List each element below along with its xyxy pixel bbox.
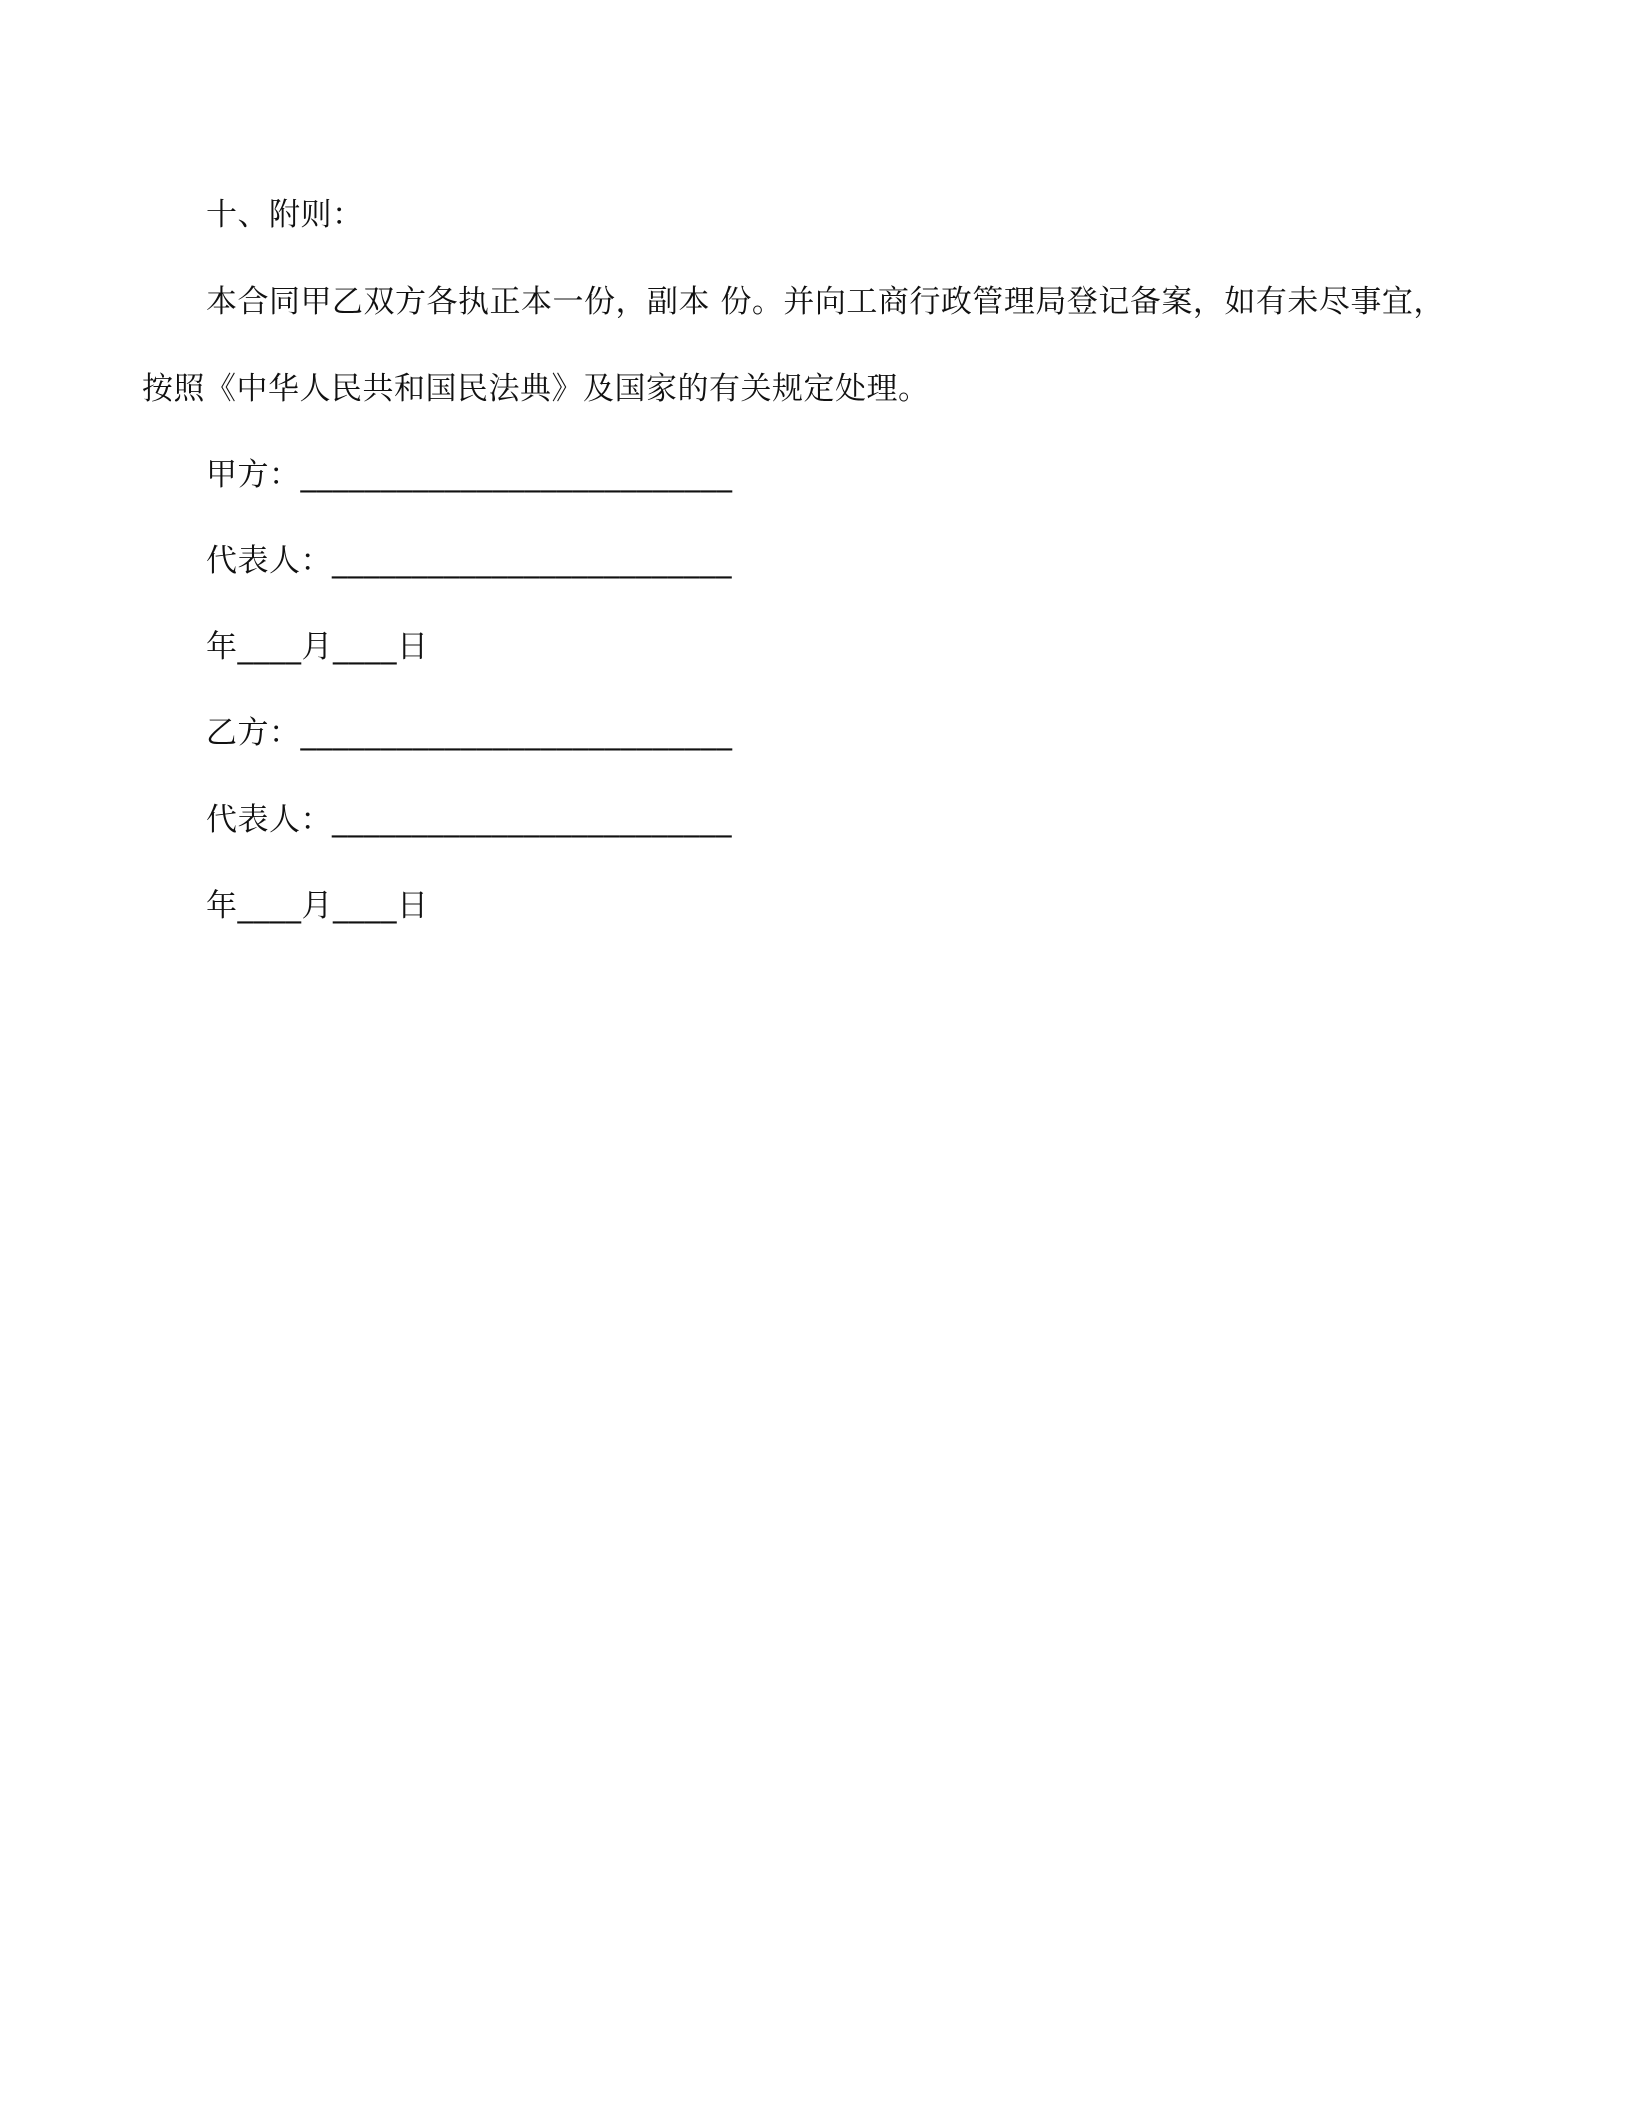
party-b-date-line: 年____月____日 <box>206 888 429 924</box>
section-heading: 十、附则： <box>206 197 364 233</box>
party-a-date-line: 年____月____日 <box>206 629 429 665</box>
party-b-signature-line: 乙方：___________________________ <box>206 715 733 751</box>
party-a-representative-line: 代表人：_________________________ <box>206 543 732 579</box>
paragraph-line-2: 按照《中华人民共和国民法典》及国家的有关规定处理。 <box>142 371 930 407</box>
party-b-representative-line: 代表人：_________________________ <box>206 802 732 838</box>
paragraph-line-1: 本合同甲乙双方各执正本一份，副本 份。并向工商行政管理局登记备案，如有未尽事宜， <box>206 284 1445 320</box>
party-a-signature-line: 甲方：___________________________ <box>206 457 733 493</box>
